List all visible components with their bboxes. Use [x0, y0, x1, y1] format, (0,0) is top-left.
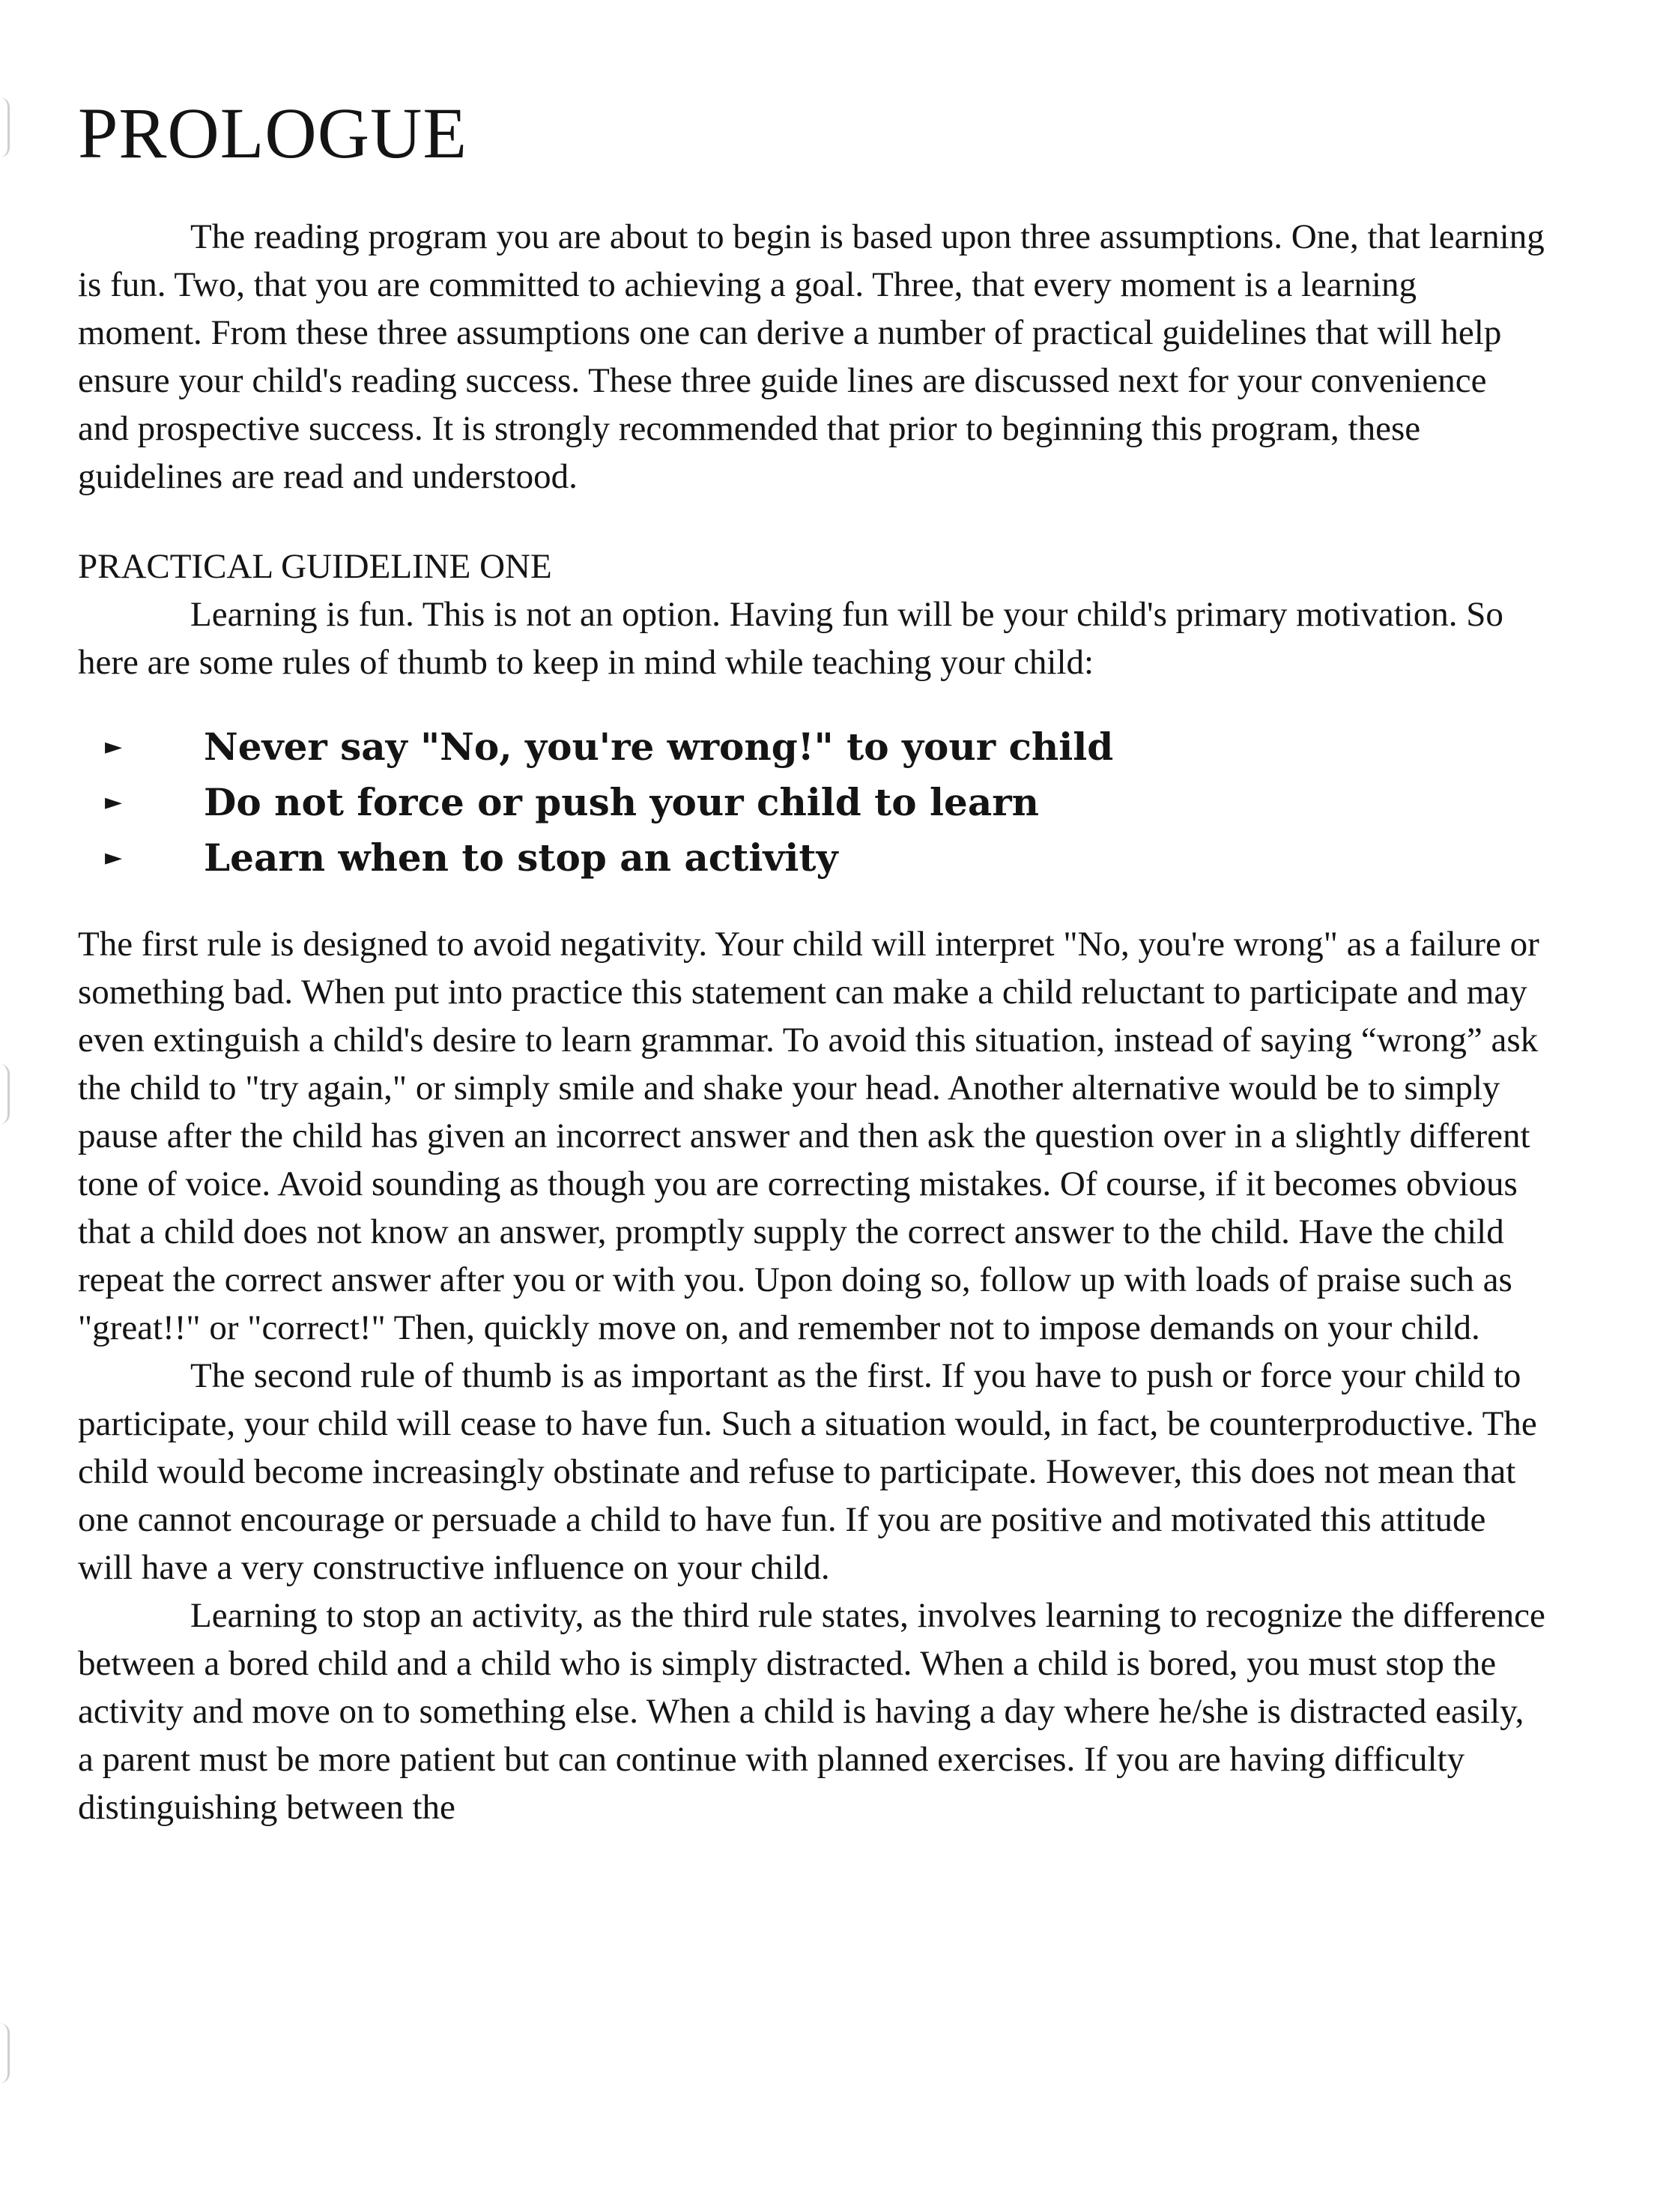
rule-text: Do not force or push your child to learn	[204, 780, 1039, 824]
bullet-arrow-icon: ►	[105, 734, 123, 760]
body-paragraph: The second rule of thumb is as important as the first. If you have to push or force your child to participate, your child will cease to have fun. Such a situation would, in fact, be counterproductive. The child would become increasingly obstinate and refuse to participate. However, this does not mean that one cannot encourage or persuade a child to have fun. If you are positive and motivated this attitude will have a very constructive influence on your child.	[78, 1356, 1537, 1587]
body-paragraph: Learning to stop an activity, as the third rule states, involves learning to recognize the difference between a bored child and a child who is simply distracted. When a child is bored, you must stop the activity and move on to something else. When a child is having a day where he/she is distracted easily, a parent must be more patient but can continue with planned exercises. If you are having difficulty distinguishing between the	[78, 1596, 1545, 1827]
scan-edge-mark	[0, 1064, 10, 1124]
bullet-arrow-icon: ►	[105, 844, 123, 871]
rule-text: Never say "No, you're wrong!" to your child	[204, 725, 1114, 769]
rule-text: Learn when to stop an activity	[204, 835, 838, 880]
page-title: PROLOGUE	[78, 93, 468, 173]
rule-item	[78, 719, 1546, 775]
bullet-arrow-icon: ►	[105, 789, 123, 815]
document-page	[78, 93, 1546, 1831]
scan-edge-mark	[0, 97, 10, 157]
section-heading: PRACTICAL GUIDELINE ONE	[78, 547, 552, 586]
scan-edge-mark	[0, 2023, 10, 2083]
rule-item	[78, 775, 1546, 830]
rule-item	[78, 830, 1546, 886]
section-intro-paragraph: Learning is fun. This is not an option. Having fun will be your child's primary motivation. So here are some rules of thumb to keep in mind while teaching your child:	[78, 595, 1503, 682]
body-paragraph: The first rule is designed to avoid negativity. Your child will interpret "No, you're wrong" as a failure or something bad. When put into practice this statement can make a child reluctant to participate and may even extinguish a child's desire to learn grammar. To avoid this situation, instead of saying “wrong” ask the child to "try again," or simply smile and shake your head. Another alternative would be to simply pause after the child has given an incorrect answer and then ask the question over in a slightly different tone of voice. Avoid sounding as though you are correcting mistakes. Of course, if it becomes obvious that a child does not know an answer, promptly supply the correct answer to the child. Have the child repeat the correct answer after you or with you. Upon doing so, follow up with loads of praise such as "great!!" or "correct!" Then, quickly move on, and remember not to impose demands on your child.	[78, 925, 1539, 1347]
intro-paragraph: The reading program you are about to begin is based upon three assumptions. One, that learning is fun. Two, that you are committed to achieving a goal. Three, that every moment is a learning moment. From these three assumptions one can derive a number of practical guidelines that will help ensure your child's reading success. These three guide lines are discussed next for your convenience and prospective success. It is strongly recommended that prior to beginning this program, these guidelines are read and understood.	[78, 217, 1545, 496]
rules-list	[78, 719, 1546, 886]
